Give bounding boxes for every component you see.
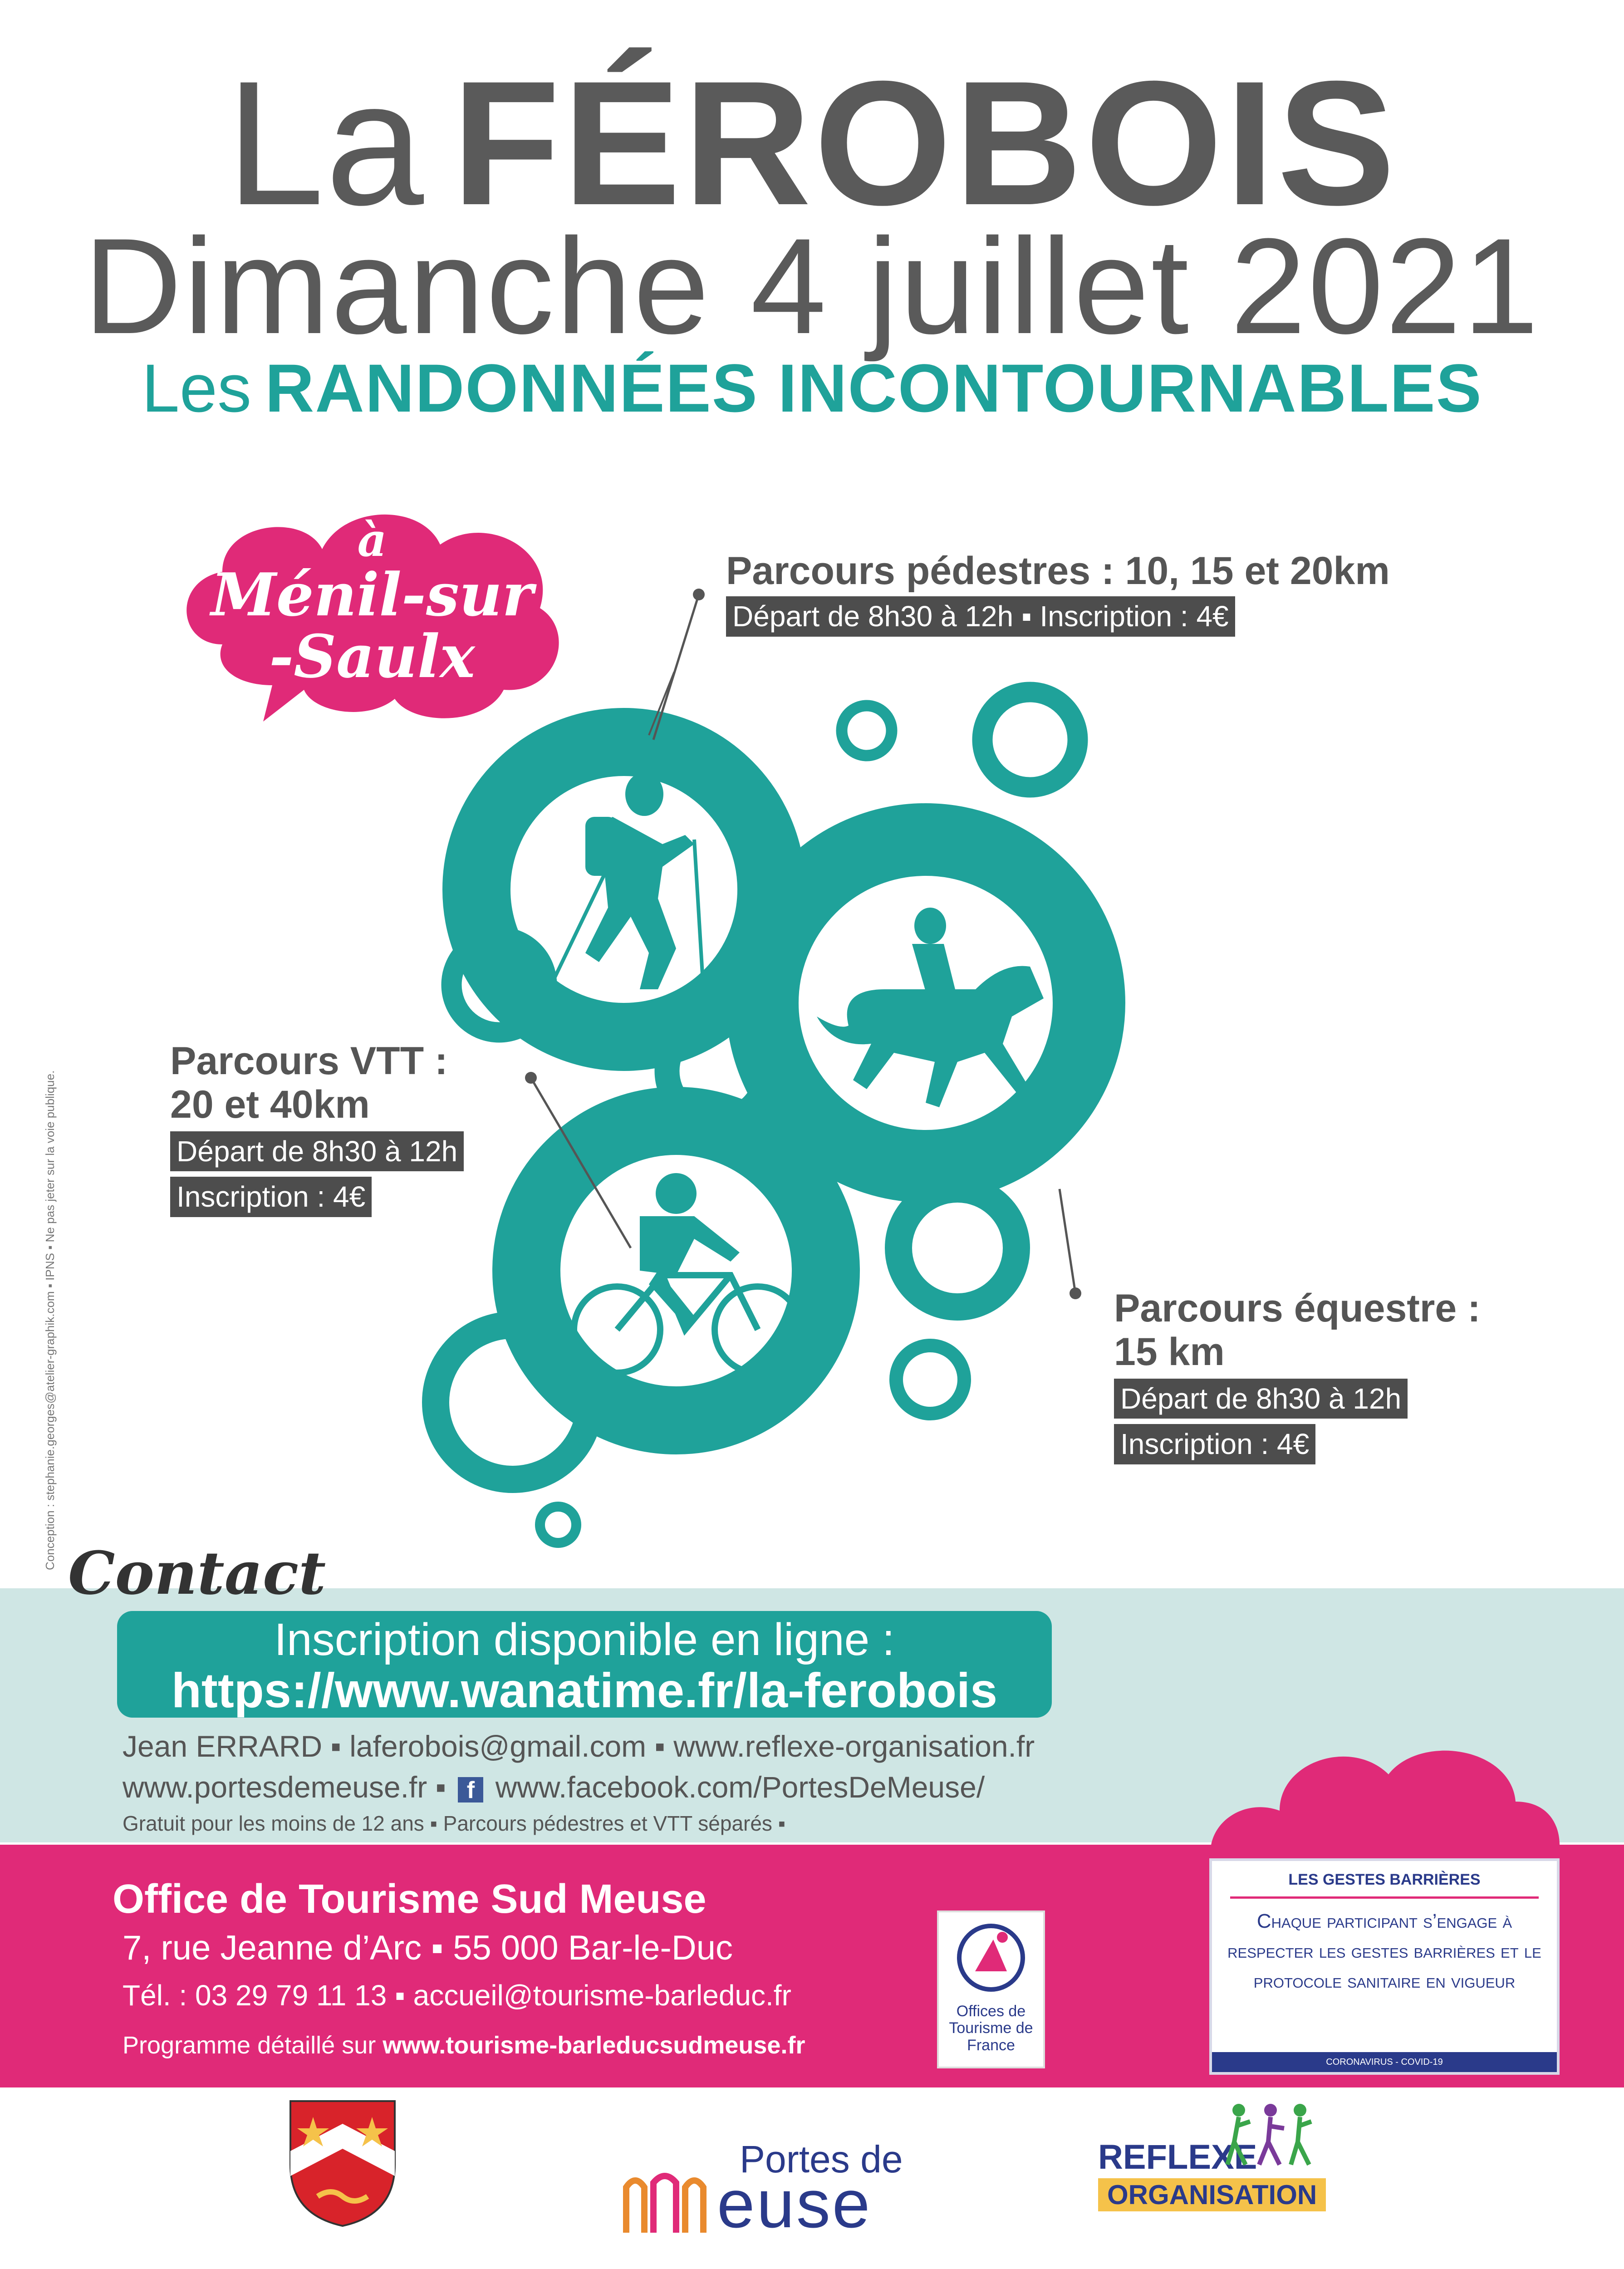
facebook-icon: f bbox=[458, 1777, 483, 1802]
online-url-link[interactable]: https://www.wanatime.fr/la-ferobois bbox=[171, 1663, 998, 1718]
reflexe-sub-label: ORGANISATION bbox=[1098, 2178, 1326, 2211]
covid-footer: CORONAVIRUS - COVID-19 bbox=[1212, 2052, 1557, 2072]
otf-label: Offices de Tourisme de France bbox=[949, 2003, 1033, 2054]
page-title bbox=[0, 44, 1624, 242]
portes-arches-icon bbox=[622, 2169, 712, 2233]
facebook-link[interactable]: www.facebook.com/PortesDeMeuse/ bbox=[495, 1770, 985, 1804]
title-main: FÉROBOIS bbox=[451, 44, 1398, 242]
covid-divider bbox=[1230, 1896, 1539, 1899]
event-date: Dimanche 4 juillet 2021 bbox=[83, 210, 1541, 362]
office-name: Office de Tourisme Sud Meuse bbox=[113, 1876, 707, 1922]
route-equestre bbox=[1114, 1287, 1481, 1464]
coat-of-arms-icon bbox=[286, 2097, 399, 2228]
location-line2: Ménil-sur bbox=[211, 560, 534, 629]
credits-note: Conception : stephanie.georges@atelier-graphik.com ▪ IPNS ▪ Ne pas jeter sur la voie publique. bbox=[43, 1070, 57, 1570]
covid-cloud bbox=[1202, 1720, 1565, 1865]
office-address: 7, rue Jeanne d’Arc ▪ 55 000 Bar-le-Duc bbox=[123, 1929, 733, 1967]
portes-label-small: Portes de bbox=[740, 2138, 903, 2181]
contact-heading: Contact bbox=[68, 1538, 326, 1608]
route-vtt-tag1: Départ de 8h30 à 12h bbox=[170, 1131, 464, 1172]
title-prefix: La bbox=[226, 44, 425, 242]
otf-emblem-icon bbox=[939, 1912, 1043, 2003]
route-vtt-title1: Parcours VTT : bbox=[170, 1039, 448, 1083]
route-vtt-title2: 20 et 40km bbox=[170, 1083, 370, 1127]
small-ring bbox=[540, 1507, 576, 1543]
portes-label-big: euse bbox=[717, 2166, 872, 2242]
program-url-link[interactable]: www.tourisme-barleducsudmeuse.fr bbox=[383, 2032, 805, 2059]
route-equestre-title2: 15 km bbox=[1114, 1330, 1225, 1374]
office-program bbox=[123, 2033, 805, 2058]
route-equestre-tag1: Départ de 8h30 à 12h bbox=[1114, 1379, 1408, 1419]
program-label: Programme détaillé sur bbox=[123, 2032, 376, 2059]
online-registration-box bbox=[117, 1611, 1052, 1718]
contact-line3: Gratuit pour les moins de 12 ans ▪ Parcours pédestres et VTT séparés ▪ bbox=[123, 1812, 786, 1835]
contact-line1: Jean ERRARD ▪ laferobois@gmail.com ▪ www.reflexe-organisation.fr bbox=[123, 1729, 1035, 1763]
covid-text: Chaque participant s’engage à respecter les gestes barrières et le protocole sanitaire en vigueur bbox=[1227, 1910, 1541, 1992]
route-vtt bbox=[170, 1039, 464, 1217]
route-pedestre-title: Parcours pédestres : 10, 15 et 20km bbox=[726, 549, 1390, 593]
office-phone: Tél. : 03 29 79 11 13 ▪ accueil@tourisme-barleduc.fr bbox=[123, 1979, 791, 2012]
portes-website-link[interactable]: www.portesdemeuse.fr ▪ bbox=[123, 1770, 446, 1804]
location-text bbox=[191, 513, 554, 691]
subtitle-prefix: Les bbox=[142, 350, 252, 426]
online-label: Inscription disponible en ligne : bbox=[274, 1614, 895, 1665]
route-pedestre-tag: Départ de 8h30 à 12h ▪ Inscription : 4€ bbox=[726, 596, 1235, 637]
reflexe-runners-icon bbox=[1225, 2101, 1316, 2169]
location-line3: -Saulx bbox=[269, 622, 475, 691]
covid-panel bbox=[1209, 1858, 1560, 2075]
otf-logo bbox=[937, 1910, 1045, 2068]
covid-title: LES GESTES BARRIÈRES bbox=[1288, 1871, 1481, 1888]
location-line1: à bbox=[357, 513, 387, 567]
subtitle bbox=[0, 350, 1624, 426]
small-ring bbox=[896, 1346, 964, 1414]
route-equestre-tag2: Inscription : 4€ bbox=[1114, 1424, 1315, 1464]
contact-line2 bbox=[123, 1772, 985, 1802]
subtitle-main: RANDONNÉES INCONTOURNABLES bbox=[265, 350, 1482, 426]
route-equestre-title1: Parcours équestre : bbox=[1114, 1287, 1481, 1330]
route-vtt-tag2: Inscription : 4€ bbox=[170, 1177, 372, 1217]
route-pedestre bbox=[726, 549, 1390, 637]
route-pointers bbox=[522, 567, 1157, 1316]
reflexe-label: REFLEXE bbox=[1098, 2138, 1257, 2176]
